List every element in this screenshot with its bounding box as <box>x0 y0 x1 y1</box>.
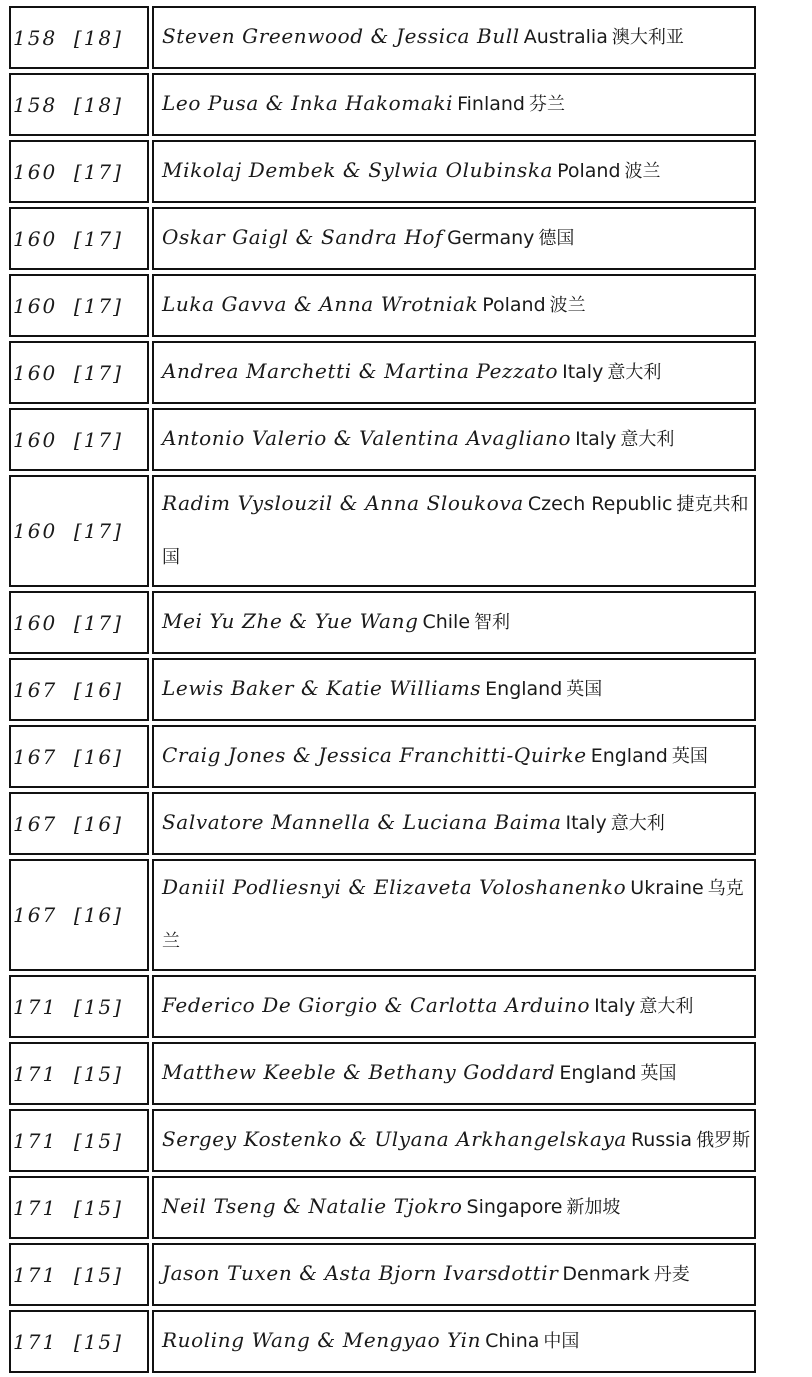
rank-cell <box>9 274 149 337</box>
country-chinese: 中国 <box>543 1331 580 1352</box>
country: Russia <box>630 1129 693 1151</box>
rank: 171 <box>13 994 58 1019</box>
table-row <box>9 1243 756 1306</box>
pair-cell <box>152 1243 756 1306</box>
pair-cell <box>152 1310 756 1373</box>
score: [17] <box>73 360 123 385</box>
rank-cell <box>9 658 149 721</box>
couple-names: Ruoling Wang & Mengyao Yin <box>162 1328 482 1352</box>
country-chinese: 乌克兰 <box>162 878 744 952</box>
couple-names: Antonio Valerio & Valentina Avagliano <box>162 426 572 450</box>
rank-cell <box>9 73 149 136</box>
rank-cell <box>9 1176 149 1239</box>
rank: 160 <box>13 427 58 452</box>
pair-cell <box>152 73 756 136</box>
country: England <box>559 1062 637 1084</box>
score: [18] <box>73 25 123 50</box>
country-chinese: 捷克共和国 <box>162 494 749 568</box>
rank-cell <box>9 207 149 270</box>
couple-names: Daniil Podliesnyi & Elizaveta Voloshanenko <box>162 875 627 899</box>
country-chinese: 智利 <box>474 612 511 633</box>
rank-cell <box>9 725 149 788</box>
pair-cell <box>152 408 756 471</box>
pair-cell <box>152 658 756 721</box>
rank-cell <box>9 475 149 587</box>
couple-names: Oskar Gaigl & Sandra Hof <box>162 225 444 249</box>
rank-cell <box>9 859 149 971</box>
table-row <box>9 6 756 69</box>
rank-cell <box>9 408 149 471</box>
couple-names: Radim Vyslouzil & Anna Sloukova <box>162 491 524 515</box>
rank: 171 <box>13 1195 58 1220</box>
table-row <box>9 341 756 404</box>
country: Ukraine <box>630 877 704 899</box>
score: [17] <box>73 159 123 184</box>
score: [15] <box>73 1061 123 1086</box>
country-chinese: 意大利 <box>639 996 694 1017</box>
country-chinese: 新加坡 <box>566 1197 621 1218</box>
rank-cell <box>9 140 149 203</box>
country: Italy <box>594 995 636 1017</box>
rank-cell <box>9 591 149 654</box>
pair-cell <box>152 140 756 203</box>
score: [16] <box>73 677 123 702</box>
table-row <box>9 207 756 270</box>
pair-cell <box>152 475 756 587</box>
country: Italy <box>562 361 604 383</box>
country-chinese: 丹麦 <box>653 1264 690 1285</box>
rank: 167 <box>13 811 58 836</box>
country-chinese: 芬兰 <box>528 94 565 115</box>
country: Poland <box>557 160 621 182</box>
rank-cell <box>9 1109 149 1172</box>
couple-names: Federico De Giorgio & Carlotta Arduino <box>162 993 591 1017</box>
country: Italy <box>565 812 607 834</box>
pair-cell <box>152 1042 756 1105</box>
rank: 171 <box>13 1262 58 1287</box>
score: [17] <box>73 226 123 251</box>
rank: 158 <box>13 25 58 50</box>
rank: 171 <box>13 1061 58 1086</box>
rank-cell <box>9 1042 149 1105</box>
score: [15] <box>73 1329 123 1354</box>
score: [15] <box>73 1128 123 1153</box>
rank-cell <box>9 792 149 855</box>
rank: 167 <box>13 677 58 702</box>
table-row <box>9 475 756 587</box>
table-row <box>9 975 756 1038</box>
country: Germany <box>447 227 535 249</box>
rank-cell <box>9 6 149 69</box>
country-chinese: 意大利 <box>620 429 675 450</box>
pair-cell <box>152 341 756 404</box>
country-chinese: 波兰 <box>549 295 586 316</box>
score: [15] <box>73 1262 123 1287</box>
rank-cell <box>9 1310 149 1373</box>
rank-cell <box>9 1243 149 1306</box>
pair-cell <box>152 859 756 971</box>
score: [15] <box>73 994 123 1019</box>
score: [16] <box>73 903 123 927</box>
country: Czech Republic <box>527 493 673 515</box>
table-row <box>9 1310 756 1373</box>
score: [17] <box>73 610 123 635</box>
table-row <box>9 274 756 337</box>
country-chinese: 英国 <box>671 746 708 767</box>
rank: 160 <box>13 360 58 385</box>
couple-names: Salvatore Mannella & Luciana Baima <box>162 810 562 834</box>
table-row <box>9 725 756 788</box>
table-row <box>9 140 756 203</box>
couple-names: Jason Tuxen & Asta Bjorn Ivarsdottir <box>162 1261 559 1285</box>
country: Chile <box>422 611 471 633</box>
rank: 160 <box>13 293 58 318</box>
couple-names: Mikolaj Dembek & Sylwia Olubinska <box>162 158 554 182</box>
country-chinese: 英国 <box>640 1063 677 1084</box>
couple-names: Matthew Keeble & Bethany Goddard <box>162 1060 556 1084</box>
country: Poland <box>482 294 546 316</box>
country: China <box>485 1330 540 1352</box>
table-row <box>9 859 756 971</box>
country: Singapore <box>466 1196 563 1218</box>
score: [17] <box>73 519 123 543</box>
pair-cell <box>152 975 756 1038</box>
country-chinese: 波兰 <box>624 161 661 182</box>
country: Denmark <box>562 1263 650 1285</box>
pair-cell <box>152 1109 756 1172</box>
rank: 167 <box>13 744 58 769</box>
pair-cell <box>152 274 756 337</box>
couple-names: Luka Gavva & Anna Wrotniak <box>162 292 479 316</box>
rank-cell <box>9 341 149 404</box>
rank: 160 <box>13 226 58 251</box>
country: England <box>485 678 563 700</box>
country-chinese: 意大利 <box>610 813 665 834</box>
score: [16] <box>73 811 123 836</box>
pair-cell <box>152 792 756 855</box>
table-row <box>9 792 756 855</box>
country-chinese: 英国 <box>566 679 603 700</box>
couple-names: Neil Tseng & Natalie Tjokro <box>162 1194 463 1218</box>
rank: 171 <box>13 1329 58 1354</box>
couple-names: Craig Jones & Jessica Franchitti-Quirke <box>162 743 587 767</box>
score: [15] <box>73 1195 123 1220</box>
table-row <box>9 658 756 721</box>
country: Finland <box>457 93 525 115</box>
couple-names: Andrea Marchetti & Martina Pezzato <box>162 359 559 383</box>
rank: 158 <box>13 92 58 117</box>
table-row <box>9 73 756 136</box>
pair-cell <box>152 6 756 69</box>
table-row <box>9 1109 756 1172</box>
country: Italy <box>575 428 617 450</box>
couple-names: Mei Yu Zhe & Yue Wang <box>162 609 419 633</box>
score: [16] <box>73 744 123 769</box>
rank: 167 <box>13 903 58 927</box>
pair-cell <box>152 591 756 654</box>
country-chinese: 澳大利亚 <box>611 27 684 48</box>
rank: 171 <box>13 1128 58 1153</box>
score: [18] <box>73 92 123 117</box>
table-row <box>9 1176 756 1239</box>
rank: 160 <box>13 610 58 635</box>
couple-names: Leo Pusa & Inka Hakomaki <box>162 91 454 115</box>
couple-names: Steven Greenwood & Jessica Bull <box>162 24 520 48</box>
country-chinese: 俄罗斯 <box>696 1130 751 1151</box>
country-chinese: 意大利 <box>607 362 662 383</box>
table-row <box>9 1042 756 1105</box>
table-row <box>9 591 756 654</box>
pair-cell <box>152 207 756 270</box>
score: [17] <box>73 293 123 318</box>
couple-names: Sergey Kostenko & Ulyana Arkhangelskaya <box>162 1127 627 1151</box>
results-table <box>6 2 759 1377</box>
score: [17] <box>73 427 123 452</box>
rank: 160 <box>13 159 58 184</box>
pair-cell <box>152 1176 756 1239</box>
pair-cell <box>152 725 756 788</box>
rank: 160 <box>13 519 58 543</box>
country-chinese: 德国 <box>538 228 575 249</box>
table-row <box>9 408 756 471</box>
country: England <box>590 745 668 767</box>
couple-names: Lewis Baker & Katie Williams <box>162 676 482 700</box>
country: Australia <box>523 26 608 48</box>
rank-cell <box>9 975 149 1038</box>
